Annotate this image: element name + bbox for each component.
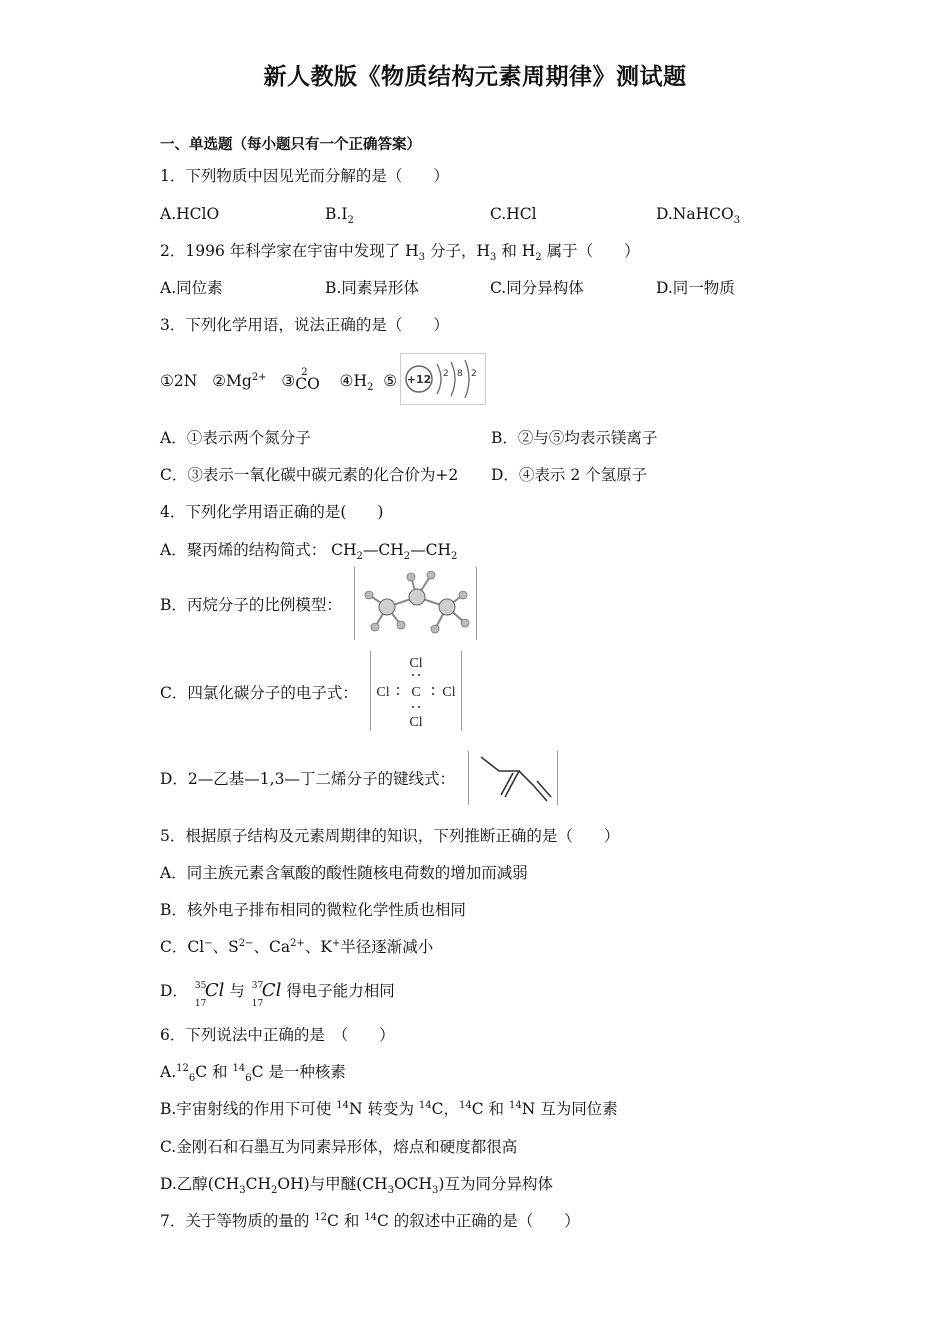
question-4-stem: 4．下列化学用语正确的是( ) <box>160 503 384 521</box>
svg-text:Cl: Cl <box>442 685 456 700</box>
q6-option-d: D.乙醇$(CH_3CH_2OH)$与甲醚$(CH_3OCH_3)$互为同分异构体 <box>160 1175 553 1197</box>
shell-1-count: 2 <box>443 369 449 379</box>
q3-option-b: B．②与⑤均表示镁离子 <box>491 429 658 447</box>
q1-option-b: $B.I_2$ <box>325 205 354 227</box>
q3-option-c: C．③表示一氧化碳中碳元素的化合价为+2 <box>160 466 459 484</box>
question-1-stem: 1．下列物质中因见光而分解的是（ ） <box>160 167 449 185</box>
q4-option-a: A．聚丙烯的结构简式： $CH_2—CH_2—CH_2$ <box>160 541 458 563</box>
q3-option-d: D．④表示 2 个氢原子 <box>491 466 648 484</box>
q3-option-a: A．①表示两个氮分子 <box>160 429 311 447</box>
propane-space-filling-model <box>354 567 477 640</box>
ccl4-electron-dot-formula <box>370 651 462 731</box>
q2-option-b: B.同素异形体 <box>325 279 419 297</box>
question-6-stem: 6．下列说法中正确的是 （ ） <box>160 1026 395 1044</box>
question-2-stem: 2．1996 年科学家在宇宙中发现了 $H_3$ 分子，$H_3$ 和 $H_2$ 属于（ ） <box>160 242 640 264</box>
q1-option-d: D.NaHCO$_3$ <box>656 205 741 227</box>
question-3-stem: 3．下列化学用语，说法正确的是（ ） <box>160 316 449 334</box>
q4-option-b: B．丙烷分子的比例模型： <box>160 596 342 614</box>
q6-option-b: B.宇宙射线的作用下可使 $^{14}$N 转变为 $^{14}$C，$^{14}$C 和 $^{14}$N 互为同位素 <box>160 1099 618 1118</box>
magnesium-atom-structure-diagram <box>400 353 486 405</box>
shell-2-count: 8 <box>457 369 463 379</box>
svg-text:C: C <box>411 685 421 700</box>
q6-option-a: A.$^{12}_6$C 和 $^{14}_6$C 是一种核素 <box>160 1062 346 1085</box>
q2-option-c: C.同分异构体 <box>490 279 584 297</box>
q2-option-d: D.同一物质 <box>656 279 735 297</box>
q6-option-c: C.金刚石和石墨互为同素异形体，熔点和硬度都很高 <box>160 1138 518 1156</box>
q1-option-c: C.HCl <box>490 205 537 223</box>
page-title: 新人教版《物质结构元素周期律》测试题 <box>263 64 687 90</box>
q5-option-c: C．Cl−、$S^{2-}$、$Ca^{2+}$、K+半径逐渐减小 <box>160 937 434 956</box>
q3-symbol-list: ①2N $②Mg^{2+}$ ③ 2 CO $④H_2$ ⑤ <box>160 367 398 394</box>
svg-text:Cl: Cl <box>376 685 390 700</box>
question-7-stem: 7．关于等物质的量的 $^{12}$C 和 $^{14}$C 的叙述中正确的是（ ） <box>160 1211 580 1230</box>
svg-text:Cl: Cl <box>409 656 423 671</box>
section-heading: 一、单选题（每小题只有一个正确答案） <box>160 137 421 153</box>
q2-option-a: A.同位素 <box>160 279 223 297</box>
q5-option-d: D． 35 17 Cl 与 37 17 Cl 得电子能力相同 <box>160 980 395 1009</box>
question-5-stem: 5．根据原子结构及元素周期律的知识，下列推断正确的是（ ） <box>160 827 620 845</box>
q5-option-b: B．核外电子排布相同的微粒化学性质也相同 <box>160 901 466 919</box>
q4-option-c: C．四氯化碳分子的电子式： <box>160 684 358 702</box>
butadiene-skeletal-formula <box>468 751 558 805</box>
q5-option-a: A．同主族元素含氧酸的酸性随核电荷数的增加而减弱 <box>160 864 528 882</box>
shell-3-count: 2 <box>471 369 477 379</box>
q1-option-a: A.HClO <box>160 205 220 223</box>
q4-option-d: D．2—乙基—1,3—丁二烯分子的键线式： <box>160 770 455 788</box>
svg-text:Cl: Cl <box>409 715 423 730</box>
nucleus-charge: +12 <box>406 373 432 386</box>
